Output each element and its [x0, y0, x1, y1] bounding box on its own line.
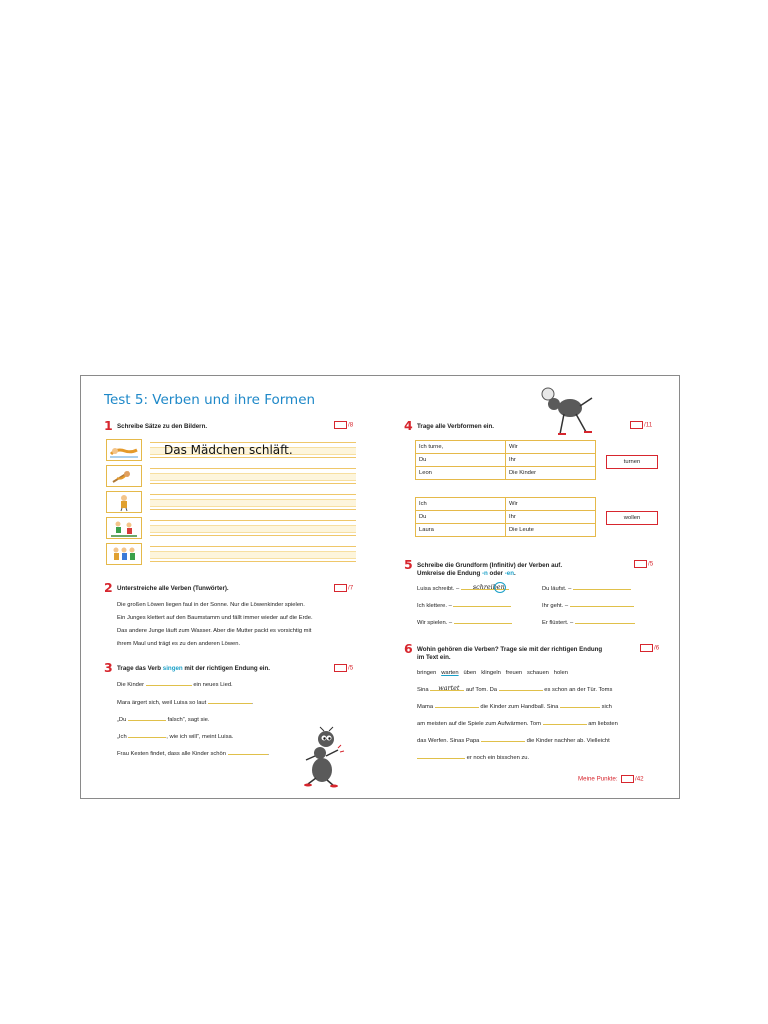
answer-blank[interactable] [543, 724, 587, 725]
answer-blank[interactable] [435, 707, 479, 708]
page-title: Test 5: Verben und ihre Formen [104, 392, 316, 408]
answer-blank[interactable] [560, 707, 600, 708]
picture-lie-icon [106, 439, 142, 461]
task2-score: /7 [334, 584, 353, 592]
table-cell[interactable]: Die Leute [506, 524, 596, 537]
picture-kids-icon [106, 517, 142, 539]
answer-blank[interactable] [570, 606, 634, 607]
table-cell[interactable]: Die Kinder [506, 467, 596, 480]
writing-line-5[interactable] [150, 546, 356, 562]
table-cell[interactable]: Du [416, 511, 506, 524]
task3-line-4: „Ich , wie ich will“, meint Luisa. [117, 734, 234, 740]
verb-table-2 [415, 497, 596, 537]
answer-blank[interactable] [128, 737, 166, 738]
task1-score: /8 [334, 421, 353, 429]
task5-item: Wir spielen. – [417, 621, 512, 627]
task6-instruction-2: im Text ein. [417, 654, 451, 661]
answer-blank[interactable] [228, 754, 268, 755]
task2-text-line: Ein Junges klettert auf den Baumstamm und fällt immer wieder auf die Erde. [117, 615, 313, 621]
task5-item: Du läufst. – [542, 587, 631, 593]
task3-line-5: Frau Kesten findet, dass alle Kinder schön . [117, 751, 270, 757]
picture-girl-icon [106, 491, 142, 513]
writing-line-4[interactable] [150, 520, 356, 536]
answer-blank[interactable] [454, 623, 512, 624]
task-number-3: 3 [104, 660, 113, 675]
task5-item: Ihr geht. – [542, 604, 634, 610]
ant-mascot-icon [536, 386, 598, 440]
answer-blank[interactable] [575, 623, 635, 624]
table-cell[interactable]: Ihr [506, 454, 596, 467]
task4-instruction: Trage alle Verbformen ein. [417, 423, 495, 430]
table-cell[interactable]: Ihr [506, 511, 596, 524]
task-number-2: 2 [104, 580, 113, 595]
task-number-6: 6 [404, 641, 413, 656]
task3-line-3: „Du falsch“, sagt sie. [117, 717, 210, 723]
table-cell[interactable]: Ich [416, 498, 506, 511]
task2-instruction: Unterstreiche alle Verben (Tunwörter). [117, 585, 229, 592]
task5-item: Ich klettere. – [417, 604, 511, 610]
answer-blank[interactable] [499, 690, 543, 691]
answer-blank[interactable] [453, 606, 511, 607]
task6-line-3: Mama die Kinder zum Handball. Sina sich [417, 704, 612, 710]
answer-blank[interactable] [461, 583, 509, 591]
answer-blank[interactable] [573, 589, 631, 590]
task5-item: Er flüstert. – [542, 621, 635, 627]
table-cell[interactable]: Laura [416, 524, 506, 537]
picture-fall-icon [106, 465, 142, 487]
task5-instruction-1: Schreibe die Grundform (Infinitiv) der Verben auf. [417, 562, 563, 569]
circle-mark [494, 582, 506, 593]
writing-line-3[interactable] [150, 494, 356, 510]
task-number-5: 5 [404, 557, 413, 572]
task3-instruction: Trage das Verb singen mit der richtigen Endung ein. [117, 665, 271, 672]
task-number-1: 1 [104, 418, 113, 433]
picture-group-icon [106, 543, 142, 565]
task3-line-1: Die Kinder ein neues Lied. [117, 682, 233, 688]
answer-blank[interactable] [128, 720, 166, 721]
task6-line-5: das Werfen. Sinas Papa die Kinder nachher ab. Vielleicht [417, 738, 610, 744]
task3-score: /5 [334, 664, 353, 672]
table-cell[interactable]: Du [416, 454, 506, 467]
table-cell[interactable]: Ich turne, [416, 441, 506, 454]
task5-score: /5 [634, 560, 653, 568]
task6-instruction-1: Wohin gehören die Verben? Trage sie mit der richtigen Endung [417, 646, 603, 653]
answer-blank[interactable] [146, 685, 192, 686]
task6-word-list: bringen warten üben klingeln freuen schauen holen [417, 670, 568, 676]
answer-blank[interactable] [430, 684, 464, 692]
example-answer: schreiben [472, 583, 505, 591]
verb-box-2: wollen [606, 511, 658, 525]
task-number-4: 4 [404, 418, 413, 433]
answer-blank[interactable] [481, 741, 525, 742]
example-sentence: Das Mädchen schläft. [164, 443, 293, 457]
task4-score: /11 [630, 421, 652, 429]
example-answer: wartet [438, 684, 460, 692]
task5-instruction-2: Umkreise die Endung -n oder -en. [417, 570, 516, 577]
verb-box-1: turnen [606, 455, 658, 469]
table-cell[interactable]: Wir [506, 441, 596, 454]
task3-line-2: Mara ärgert sich, weil Luisa so laut . [117, 700, 254, 706]
answer-blank[interactable] [208, 703, 252, 704]
task2-text-line: Das andere Junge läuft zum Wasser. Aber die Mutter packt es vorsichtig mit [117, 628, 312, 634]
task5-item: Luisa schreibt. – schreiben [417, 587, 509, 593]
writing-line-2[interactable] [150, 468, 356, 484]
task6-line-4: am meisten auf die Spiele zum Aufwärmen. Tom am liebsten [417, 721, 618, 727]
task6-line-6: er noch ein bisschen zu. [417, 756, 529, 762]
table-cell[interactable]: Wir [506, 498, 596, 511]
task6-line-2: Sina wartet auf Tom. Da es schon an der Tür. Toms [417, 684, 613, 693]
ant-mascot-icon [300, 726, 350, 788]
task6-score: /6 [640, 644, 659, 652]
verb-table-1 [415, 440, 596, 480]
task2-text-line: Die großen Löwen liegen faul in der Sonne. Nur die Löwenkinder spielen. [117, 602, 305, 608]
table-cell[interactable]: Leon [416, 467, 506, 480]
answer-blank[interactable] [417, 758, 465, 759]
total-score: Meine Punkte: /42 [578, 775, 644, 783]
task2-text-line: ihrem Maul und trägt es zu den anderen Löwen. [117, 641, 241, 647]
task1-instruction: Schreibe Sätze zu den Bildern. [117, 423, 208, 430]
